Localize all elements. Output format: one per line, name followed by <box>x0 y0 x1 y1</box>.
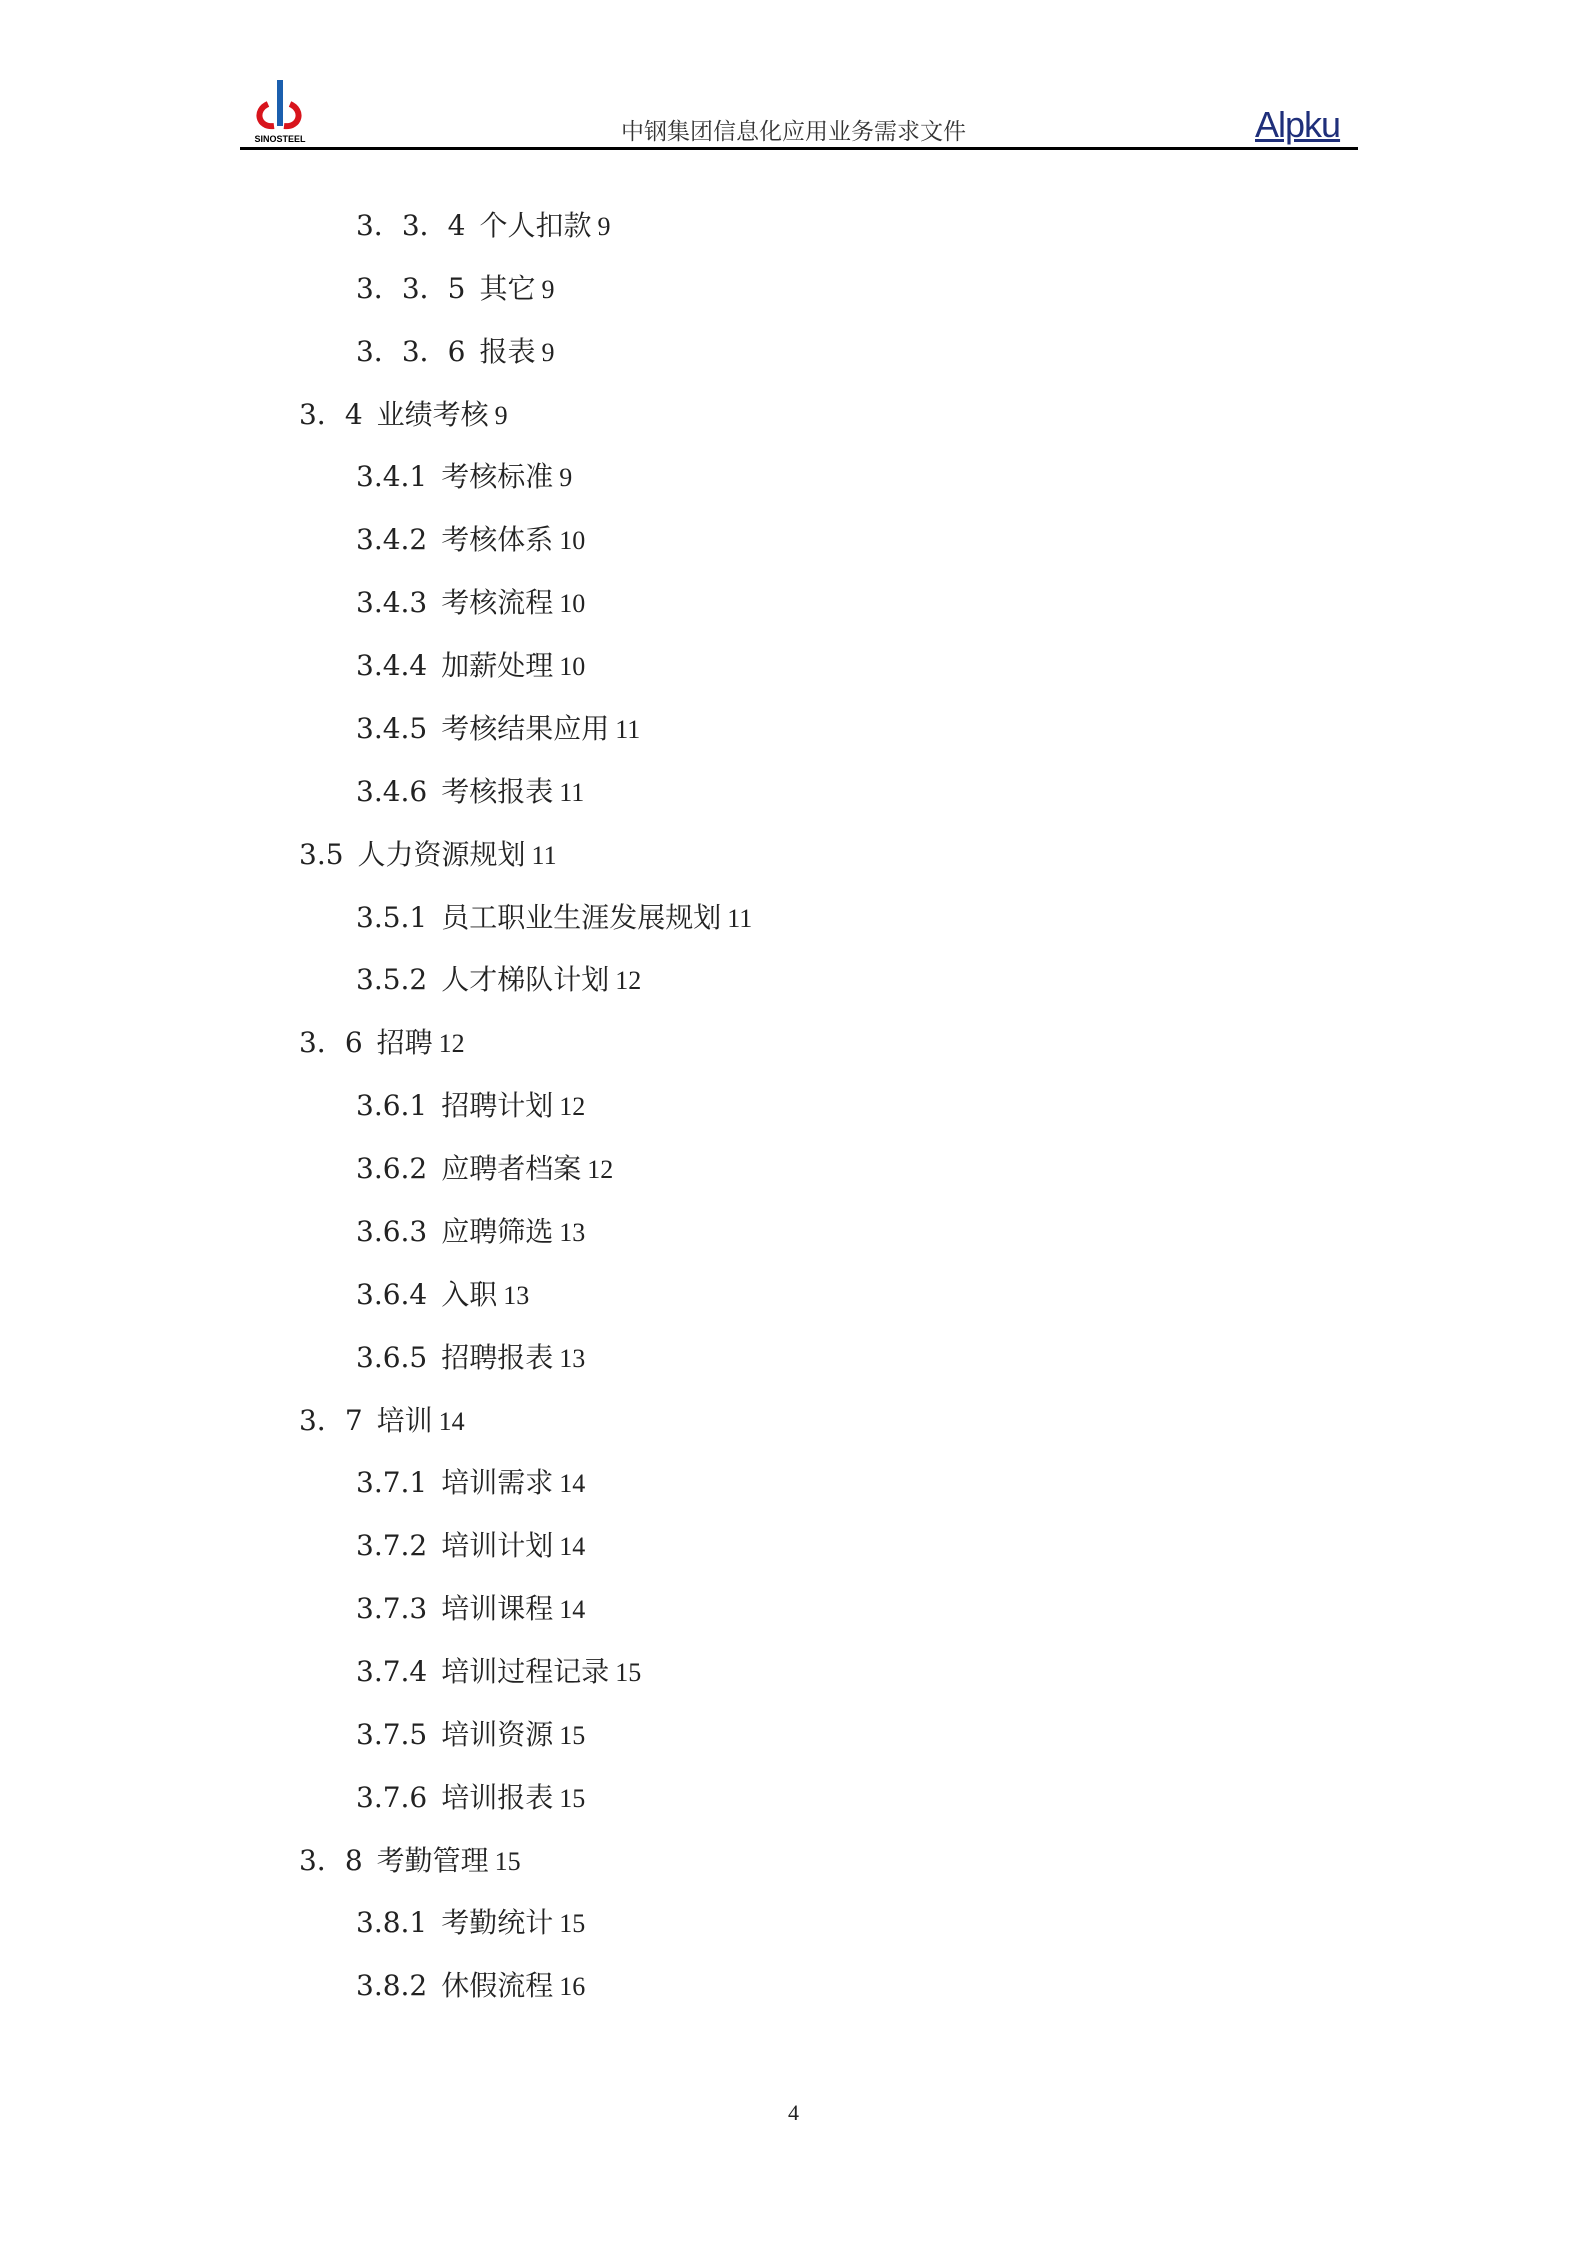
toc-number: 3.6.5 <box>356 1340 428 1374</box>
toc-number: 3.7.6 <box>356 1780 428 1814</box>
toc-label: 招聘报表 <box>441 1340 554 1374</box>
toc-number: 3．3．4 <box>356 209 466 242</box>
toc-label: 招聘 <box>376 1026 433 1060</box>
toc-label: 培训资源 <box>441 1717 554 1751</box>
toc-number: 3.4.1 <box>356 460 428 494</box>
toc-page: 14 <box>559 1532 586 1562</box>
toc-label: 考核标准 <box>441 460 554 494</box>
toc-page: 12 <box>587 1155 614 1185</box>
toc-page: 15 <box>615 1658 642 1687</box>
toc-page: 13 <box>503 1280 530 1310</box>
toc-number: 3．4 <box>299 397 363 431</box>
toc-page: 10 <box>559 652 586 682</box>
toc-number: 3.6.2 <box>356 1152 428 1186</box>
toc-label: 人才梯队计划 <box>441 963 610 997</box>
toc-number: 3.4.4 <box>356 649 428 683</box>
toc-label: 加薪处理 <box>441 649 554 683</box>
toc-number: 3.4.2 <box>356 523 428 557</box>
toc-number: 3．8 <box>299 1843 363 1877</box>
toc-page: 11 <box>727 903 753 933</box>
toc-label: 考勤统计 <box>441 1906 554 1940</box>
toc-label: 考核体系 <box>441 523 554 557</box>
toc-page: 15 <box>559 1783 586 1813</box>
toc-number: 3.6.1 <box>356 1089 428 1123</box>
toc-number: 3.4.5 <box>356 711 428 745</box>
toc-label: 业绩考核 <box>376 397 489 431</box>
toc-label: 应聘筛选 <box>441 1214 554 1248</box>
toc-number: 3.5.2 <box>356 963 428 997</box>
toc-label: 培训课程 <box>441 1592 554 1626</box>
toc-number: 3.8.2 <box>356 1969 428 2003</box>
toc-number: 3．7 <box>299 1403 363 1437</box>
toc-label: 人力资源规划 <box>357 837 526 871</box>
toc-number: 3．6 <box>299 1026 363 1060</box>
toc-label: 报表 <box>479 334 536 368</box>
toc-number: 3.4.6 <box>356 774 428 808</box>
toc-label: 培训 <box>376 1403 433 1437</box>
toc-label: 培训过程记录 <box>441 1655 610 1688</box>
toc-label: 考核结果应用 <box>441 711 610 745</box>
toc-label: 培训报表 <box>441 1780 554 1814</box>
toc-number: 3.7.1 <box>356 1466 428 1500</box>
toc-number: 3．3．5 <box>356 271 466 305</box>
toc-page: 9 <box>494 400 508 430</box>
toc-number: 3.4.3 <box>356 586 428 620</box>
toc-label: 考核报表 <box>441 774 554 808</box>
toc-label: 其它 <box>479 271 536 305</box>
toc-page: 10 <box>559 589 586 619</box>
toc-number: 3．3．6 <box>356 334 466 368</box>
toc-label: 员工职业生涯发展规划 <box>441 900 722 934</box>
toc-page: 13 <box>559 1343 586 1373</box>
toc-page: 12 <box>438 1029 465 1059</box>
toc-label: 休假流程 <box>441 1969 554 2003</box>
toc-page: 14 <box>438 1406 465 1436</box>
toc-label: 考核流程 <box>441 586 554 620</box>
toc-page: 11 <box>531 840 557 870</box>
toc-page: 12 <box>559 1092 586 1122</box>
toc-number: 3.7.2 <box>356 1529 428 1563</box>
toc-page: 9 <box>541 274 555 304</box>
toc-page: 9 <box>597 212 611 241</box>
toc-number: 3.8.1 <box>356 1906 428 1940</box>
svg-text:SINOSTEEL: SINOSTEEL <box>254 134 306 144</box>
toc-label: 培训计划 <box>441 1529 554 1563</box>
toc-number: 3.5 <box>299 837 344 871</box>
toc-page: 14 <box>559 1595 586 1625</box>
toc-page: 16 <box>559 1972 586 2002</box>
toc-page: 11 <box>559 777 585 807</box>
toc-number: 3.7.5 <box>356 1717 428 1751</box>
toc-page: 9 <box>559 463 573 493</box>
toc-label: 入职 <box>441 1277 498 1311</box>
toc-number: 3.5.1 <box>356 900 428 934</box>
header-title: 中钢集团信息化应用业务需求文件 <box>621 119 966 145</box>
toc-page: 15 <box>559 1720 586 1750</box>
toc-page: 13 <box>559 1217 586 1247</box>
toc-page: 15 <box>494 1846 521 1876</box>
toc-page: 10 <box>559 526 586 556</box>
toc-number: 3.7.4 <box>356 1655 428 1688</box>
toc-number: 3.7.3 <box>356 1592 428 1626</box>
toc-label: 应聘者档案 <box>441 1152 582 1186</box>
toc-label: 考勤管理 <box>376 1843 489 1877</box>
toc-label: 招聘计划 <box>441 1089 554 1123</box>
toc-label: 培训需求 <box>441 1466 554 1500</box>
toc-number: 3.6.3 <box>356 1214 428 1248</box>
toc-page: 12 <box>615 966 642 996</box>
toc-label: 个人扣款 <box>479 209 592 242</box>
header-divider <box>240 147 1358 150</box>
alpku-logo: Alpku <box>1255 104 1341 145</box>
toc-page: 9 <box>541 337 555 367</box>
page-number: 4 <box>788 2100 799 2125</box>
toc-page: 15 <box>559 1909 586 1939</box>
toc-page: 14 <box>559 1469 586 1499</box>
toc-page: 11 <box>615 714 641 744</box>
toc-number: 3.6.4 <box>356 1277 428 1311</box>
